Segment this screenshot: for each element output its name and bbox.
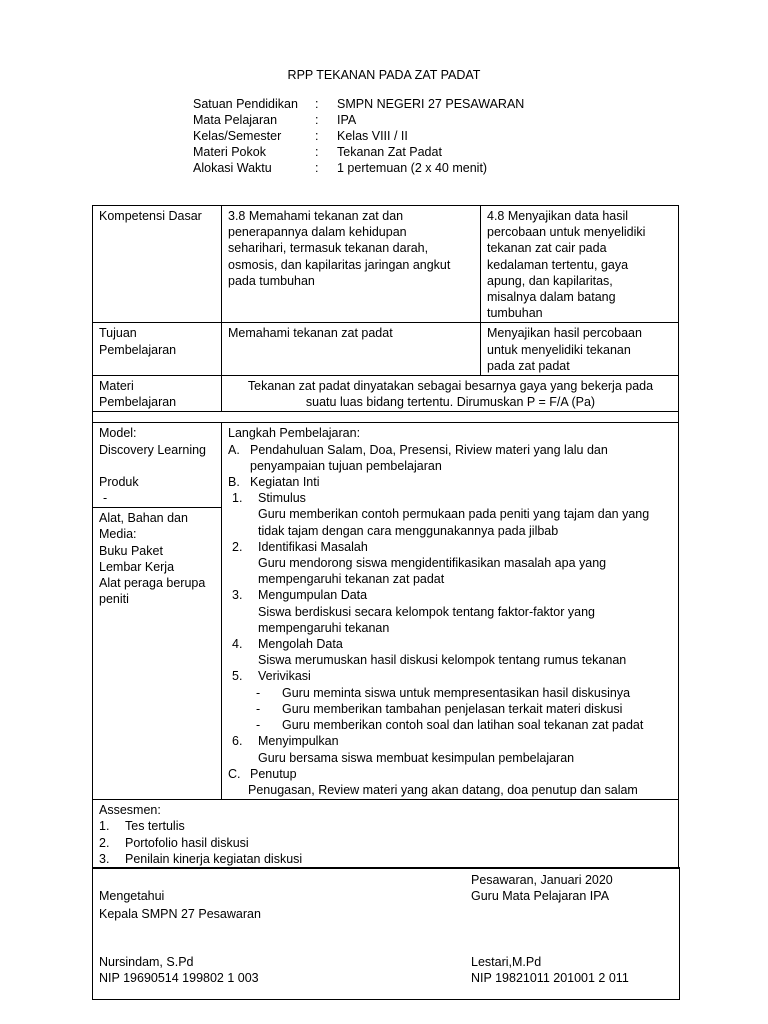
kd4-line: kedalaman tertentu, gaya (487, 257, 629, 272)
left-title-1: Mengetahui (99, 889, 165, 903)
info-colon: : (315, 113, 319, 127)
left-name: Nursindam, S.Pd (99, 955, 194, 969)
signature-box (92, 867, 680, 1000)
alat-item: peniti (99, 592, 129, 607)
info-row-alokasi (193, 160, 524, 176)
info-colon: : (315, 97, 319, 111)
asesmen-item: 2. Portofolio hasil diskusi (99, 835, 249, 850)
kd3-line: 3.8 Memahami tekanan zat dan (228, 209, 404, 223)
info-value: 1 pertemuan (2 x 40 menit) (337, 161, 488, 175)
info-key: Alokasi Waktu (193, 161, 272, 175)
verifikasi-item: - Guru memberikan contoh soal dan latihan soal tekanan zat padat (256, 718, 644, 733)
row-model (93, 423, 679, 508)
kd3-line: seharihari, termasuk tekanan darah, (228, 241, 429, 256)
info-row-mapel (193, 112, 524, 128)
right-title: Guru Mata Pelajaran IPA (471, 889, 610, 903)
info-colon: : (315, 129, 319, 143)
langkah-a: A. Pendahuluan Salam, Doa, Presensi, Riview materi yang lalu dan penyampaian tujuan pembelajaran (228, 442, 608, 473)
kd4-line: 4.8 Menyajikan data hasil (487, 209, 629, 223)
alat-item: Lembar Kerja (99, 559, 175, 574)
info-row-kelas (193, 128, 524, 144)
kd4-line: tumbuhan (487, 306, 543, 321)
step-4: 4. Mengolah Data (232, 637, 343, 652)
verifikasi-item: - Guru meminta siswa untuk mempresentasikan hasil diskusinya (256, 685, 631, 700)
kd3-line: pada tumbuhan (228, 273, 315, 288)
kd4-line: percobaan untuk menyelidiki (487, 225, 646, 240)
langkah-b: B. Kegiatan Inti (228, 475, 320, 490)
left-nip: NIP 19690514 199802 1 003 (99, 971, 259, 985)
step-desc: mempengaruhi tekanan (258, 620, 390, 635)
info-value: IPA (337, 113, 357, 127)
row-kompetensi-dasar (93, 206, 679, 323)
langkah-heading: Langkah Pembelajaran: (228, 426, 361, 441)
model-cell (93, 423, 222, 508)
info-key: Kelas/Semester (193, 129, 282, 143)
right-nip: NIP 19821011 201001 2 011 (471, 971, 629, 985)
row-tujuan (93, 323, 679, 376)
step-desc: Siswa berdiskusi secara kelompok tentang faktor-faktor yang (258, 604, 595, 619)
info-colon: : (315, 145, 319, 159)
kd3-cell (222, 206, 481, 323)
asesmen-item: 3. Penilain kinerja kegiatan diskusi (99, 851, 303, 866)
row-materi (93, 376, 679, 412)
info-key: Mata Pelajaran (193, 113, 278, 127)
step-desc: mempengaruhi tekanan zat padat (258, 572, 445, 587)
lesson-plan-table (92, 205, 679, 869)
step-desc: Guru bersama siswa membuat kesimpulan pembelajaran (258, 750, 575, 765)
place-date: Pesawaran, Januari 2020 (471, 873, 613, 887)
row-asesmen (93, 800, 679, 869)
langkah-c: C. Penutup (228, 766, 297, 781)
kd4-line: apung, dan kapilaritas, (487, 273, 613, 288)
materi-label: Materi Pembelajaran (93, 376, 222, 412)
step-1: 1. Stimulus (232, 491, 306, 506)
model-label: Model: (99, 426, 137, 441)
empty-row (93, 412, 679, 423)
penutup-desc: Penugasan, Review materi yang akan datang, doa penutup dan salam (248, 782, 638, 797)
row-spacer (93, 412, 679, 423)
alat-cell (93, 508, 222, 800)
model-name: Discovery Learning (99, 442, 206, 457)
info-value: Kelas VIII / II (337, 129, 408, 143)
document-title: RPP TEKANAN PADA ZAT PADAT (287, 68, 481, 82)
step-6: 6. Menyimpulkan (232, 734, 339, 749)
info-row-materi (193, 144, 524, 160)
info-colon: : (315, 161, 319, 175)
kd-label: Kompetensi Dasar (93, 206, 222, 323)
kd4-line: misalnya dalam batang (487, 290, 616, 305)
kd3-line: osmosis, dan kapilaritas jaringan angkut (228, 257, 451, 272)
tujuan-col2: Memahami tekanan zat padat (222, 323, 481, 376)
asesmen-cell (93, 800, 679, 869)
verifikasi-item: - Guru memberikan tambahan penjelasan terkait materi diskusi (256, 701, 623, 716)
alat-label: Alat, Bahan dan (99, 511, 188, 526)
alat-label: Media: (99, 527, 137, 542)
produk-label: Produk (99, 474, 139, 489)
langkah-cell (222, 423, 679, 800)
step-2: 2. Identifikasi Masalah (232, 539, 368, 554)
step-3: 3. Mengumpulan Data (232, 588, 368, 603)
info-value: Tekanan Zat Padat (337, 145, 442, 159)
step-5: 5. Verivikasi (232, 669, 311, 684)
left-title-2: Kepala SMPN 27 Pesawaran (99, 907, 261, 921)
right-name: Lestari,M.Pd (471, 955, 542, 969)
asesmen-label: Assesmen: (99, 803, 161, 818)
asesmen-item: 1. Tes tertulis (99, 819, 185, 834)
identity-block (193, 96, 524, 176)
kd4-cell (481, 206, 679, 323)
step-desc: tidak tajam dengan cara menggunakannya pada jilbab (258, 523, 559, 538)
alat-item: Alat peraga berupa (99, 576, 206, 591)
tujuan-label: Tujuan Pembelajaran (93, 323, 222, 376)
info-value: SMPN NEGERI 27 PESAWARAN (337, 97, 525, 111)
info-key: Materi Pokok (193, 145, 266, 159)
kd3-line: penerapannya dalam kehidupan (228, 225, 407, 240)
step-desc: Guru mendorong siswa mengidentifikasikan masalah apa yang (258, 556, 607, 571)
alat-item: Buku Paket (99, 543, 163, 558)
info-row-satuan (193, 96, 524, 112)
produk-value: - (103, 491, 108, 506)
info-key: Satuan Pendidikan (193, 97, 298, 111)
materi-text: Tekanan zat padat dinyatakan sebagai besarnya gaya yang bekerja pada suatu luas bidang tertentu. Dirumuskan P = F/A (Pa) (222, 376, 679, 412)
step-desc: Guru memberikan contoh permukaan pada peniti yang tajam dan yang (258, 507, 650, 522)
step-desc: Siswa merumuskan hasil diskusi kelompok tentang rumus tekanan (258, 653, 627, 668)
kd4-line: tekanan zat cair pada (487, 241, 607, 256)
tujuan-col3: Menyajikan hasil percobaan untuk menyelidiki tekanan pada zat padat (481, 323, 679, 376)
